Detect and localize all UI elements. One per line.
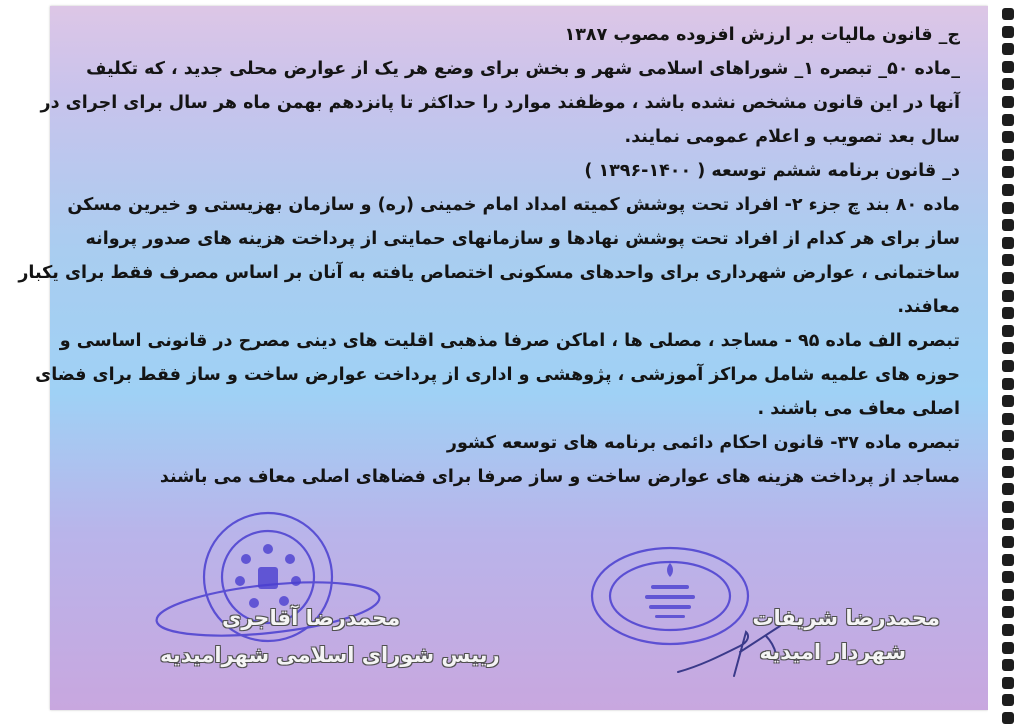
binding-hole — [1002, 430, 1014, 442]
text-line: ساز برای هر کدام از افراد تحت پوشش نهادها و سازمانهای حمایتی از پرداخت هزینه های صدور پروانه — [85, 229, 960, 249]
binding-hole — [1002, 624, 1014, 636]
mayor-title: شهردار امیدیه — [759, 640, 906, 664]
binding-hole — [1002, 149, 1014, 161]
binding-hole — [1002, 536, 1014, 548]
text-line: ساختمانی ، عوارض شهرداری برای واحدهای مسکونی اختصاص یافته به آنان بر اساس مصرف فقط برای یکبار — [18, 263, 960, 283]
binding-hole — [1002, 254, 1014, 266]
binding-hole — [1002, 378, 1014, 390]
binding-hole — [1002, 61, 1014, 73]
binding-hole — [1002, 202, 1014, 214]
binding-hole — [1002, 78, 1014, 90]
binding-hole — [1002, 219, 1014, 231]
binding-hole — [1002, 342, 1014, 354]
binding-hole — [1002, 131, 1014, 143]
binding-hole — [1002, 43, 1014, 55]
council-stamp — [150, 511, 390, 661]
binding-hole — [1002, 413, 1014, 425]
binding-hole — [1002, 589, 1014, 601]
binding-hole — [1002, 518, 1014, 530]
heading-sixth-plan: د_ قانون برنامه ششم توسعه ( ۱۴۰۰-۱۳۹۶ ) — [584, 161, 960, 181]
text-line: ماده ۸۰ بند چ جزء ۲- افراد تحت پوشش کمیته امداد امام خمینی (ره) و سازمان بهزیستی و خیرین مسکن — [67, 195, 960, 215]
binding-hole — [1002, 237, 1014, 249]
binding-hole — [1002, 8, 1014, 20]
binding-hole — [1002, 360, 1014, 372]
binding-hole — [1002, 554, 1014, 566]
heading-article-37: تبصره ماده ۳۷- قانون احکام دائمی برنامه های توسعه کشور — [446, 433, 960, 453]
binding-hole — [1002, 272, 1014, 284]
council-head-title: رییس شورای اسلامی شهرامیدیه — [160, 643, 500, 667]
mayor-name: محمدرضا شریفات — [752, 606, 940, 630]
binding-hole — [1002, 96, 1014, 108]
binding-hole — [1002, 694, 1014, 706]
binding-hole — [1002, 501, 1014, 513]
binding-hole — [1002, 606, 1014, 618]
binding-hole — [1002, 466, 1014, 478]
text-line: حوزه های علمیه شامل مراکز آموزشی ، پژوهشی و اداری از پرداخت عوارض ساخت و ساز فقط برای فضای — [35, 365, 960, 385]
binding-hole — [1002, 307, 1014, 319]
binding-hole — [1002, 448, 1014, 460]
council-head-name: محمدرضا آقاجری — [222, 606, 401, 630]
text-line: آنها در این قانون مشخص نشده باشد ، موظفند موارد را حداکثر تا پانزدهم بهمن ماه هر سال برای اجرای در — [40, 93, 960, 113]
text-line: تبصره الف ماده ۹۵ - مساجد ، مصلی ها ، اماکن صرفا مذهبی اقلیت های دینی مصرح در قانونی اساسی و — [59, 331, 960, 351]
binding-hole — [1002, 659, 1014, 671]
binding-hole — [1002, 26, 1014, 38]
document-page — [18, 6, 988, 710]
text-line: اصلی معاف می باشند . — [757, 399, 960, 419]
binding-hole — [1002, 712, 1014, 724]
binding-hole — [1002, 166, 1014, 178]
binding-hole — [1002, 642, 1014, 654]
heading-vat-law: ج_ قانون مالیات بر ارزش افزوده مصوب ۱۳۸۷ — [564, 25, 960, 45]
binding-hole — [1002, 290, 1014, 302]
binding-hole — [1002, 325, 1014, 337]
text-line: معافند. — [897, 297, 960, 317]
text-line: _ماده ۵۰_ تبصره ۱_ شوراهای اسلامی شهر و بخش برای وضع هر یک از عوارض محلی جدید ، که تکلیف — [86, 59, 960, 79]
text-line: مساجد از پرداخت هزینه های عوارض ساخت و ساز صرفا برای فضاهای اصلی معاف می باشند — [159, 467, 960, 487]
binding-hole — [1002, 184, 1014, 196]
binding-hole — [1002, 395, 1014, 407]
text-line: سال بعد تصویب و اعلام عمومی نمایند. — [624, 127, 960, 147]
binding-hole — [1002, 571, 1014, 583]
document-body — [18, 18, 960, 494]
binding-hole — [1002, 483, 1014, 495]
binding-hole — [1002, 677, 1014, 689]
binding-hole — [1002, 114, 1014, 126]
spiral-binding — [988, 0, 1024, 724]
